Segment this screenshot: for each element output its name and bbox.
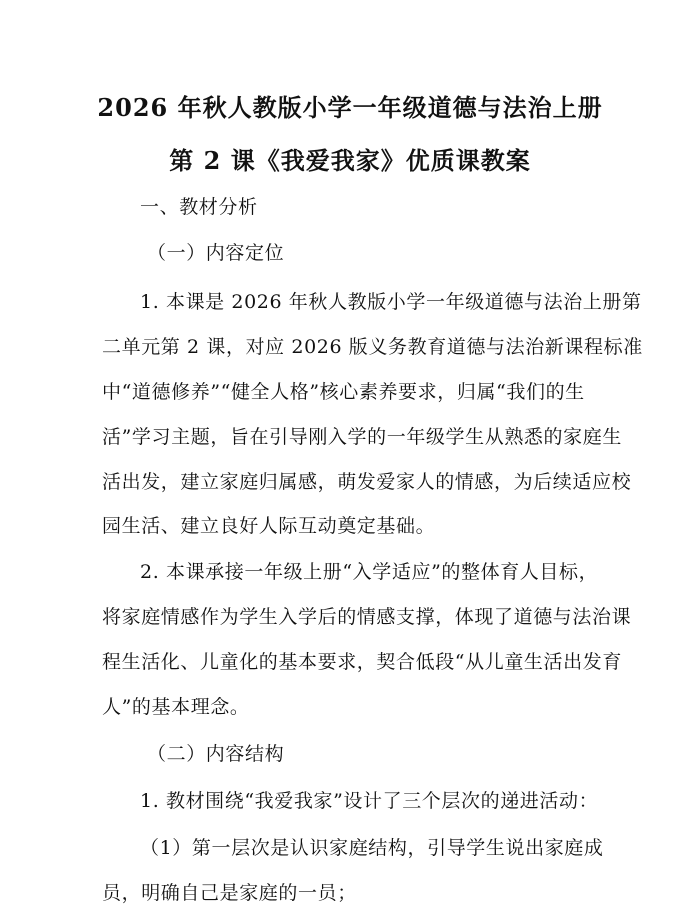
subsection-heading-content-structure: （二）内容结构 [147,743,285,765]
paragraph-1-line-3: 中“道德修养”“健全人格”核心素养要求，归属“我们的生 [102,381,585,403]
paragraph-2-line-3: 程生活化、儿童化的基本要求，契合低段“从儿童生活出发育 [102,651,622,673]
paragraph-2-line-2: 将家庭情感作为学生入学后的情感支撑，体现了道德与法治课 [102,606,632,628]
paragraph-3-line-1: 1. 教材围绕“我爱我家”设计了三个层次的递进活动： [140,790,599,812]
paragraph-2-line-1: 2. 本课承接一年级上册“入学适应”的整体育人目标， [140,561,599,583]
paragraph-4-line-2: 员，明确自己是家庭的一员； [102,882,357,904]
paragraph-2-line-4: 人”的基本理念。 [102,696,250,718]
paragraph-1-line-4: 活”学习主题，旨在引导刚入学的一年级学生从熟悉的家庭生 [102,426,622,448]
section-heading-textbook-analysis: 一、教材分析 [140,196,258,218]
paragraph-1-line-5: 活出发，建立家庭归属感，萌发爱家人的情感，为后续适应校 [102,471,632,493]
subsection-heading-content-positioning: （一）内容定位 [147,242,285,264]
document-title-line-1: 2026 年秋人教版小学一年级道德与法治上册 [97,93,603,122]
paragraph-1-line-6: 园生活、建立良好人际互动奠定基础。 [102,515,436,537]
paragraph-1-line-1: 1. 本课是 2026 年秋人教版小学一年级道德与法治上册第 [140,291,642,313]
paragraph-4-line-1: （1）第一层次是认识家庭结构，引导学生说出家庭成 [140,837,604,859]
paragraph-1-line-2: 二单元第 2 课，对应 2026 版义务教育道德与法治新课程标准 [102,336,643,358]
document-title-line-2: 第 2 课《我爱我家》优质课教案 [169,146,531,175]
